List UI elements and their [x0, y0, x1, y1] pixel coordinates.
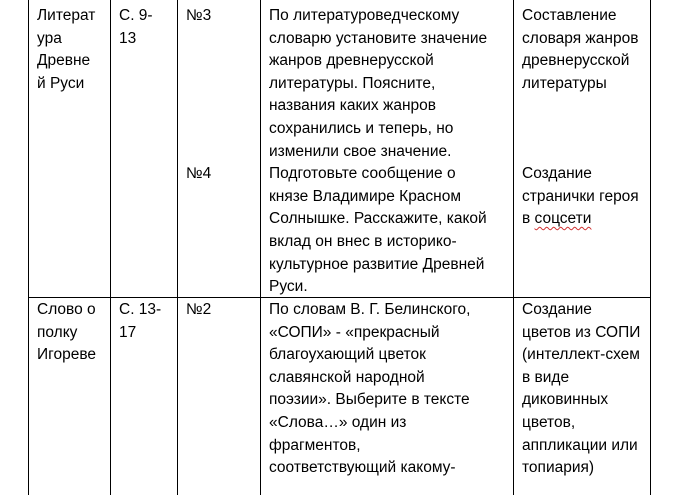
table-border-col-topic	[110, 0, 111, 495]
row1-pages-cell	[119, 5, 153, 50]
task-text-line: По словам В. Г. Белинского,	[269, 301, 471, 318]
row1-task2-number	[186, 163, 211, 186]
task-text-line: «Слова…» один из	[269, 413, 407, 431]
project-line: древнерусской	[522, 52, 630, 70]
table-border-col-text	[513, 0, 514, 495]
table-border-left	[28, 0, 29, 495]
topic-line: Литерат	[37, 7, 96, 24]
task-text-line: славянской народной	[269, 368, 425, 386]
table-border-right	[650, 0, 651, 495]
project-line: диковинных	[522, 391, 609, 409]
topic-line: Игореве	[37, 346, 96, 364]
topic-line: Слово о	[37, 301, 96, 318]
task-text-line: жанров древнерусской	[269, 52, 434, 70]
row2-project-cell	[522, 299, 640, 480]
task-text-line: Солнышке. Расскажите, какой	[269, 210, 487, 228]
project-line: Создание	[522, 165, 592, 182]
project-line: топиария)	[522, 459, 595, 477]
row1-task-text-cell	[269, 5, 487, 299]
task-text-line: культурное развитие Древней	[269, 255, 485, 273]
project-line: в виде	[522, 368, 570, 386]
task-number: №2	[186, 301, 212, 318]
row2-topic-cell	[37, 299, 96, 367]
task-text-line: «СОПИ» - «прекрасный	[269, 323, 440, 341]
task-text-line: сохранились и теперь, но	[269, 119, 454, 137]
project-line: литературы	[522, 74, 607, 92]
task-text-line: князе Владимире Красном	[269, 187, 462, 205]
topic-line: Древне	[37, 52, 91, 70]
pages-line: С. 9-	[119, 7, 153, 24]
topic-line: полку	[37, 323, 78, 341]
task-number: №4	[186, 165, 212, 182]
project-line: Создание	[522, 301, 592, 318]
pages-line: 17	[119, 323, 137, 341]
row2-task1-number	[186, 299, 211, 322]
task-text-line: вклад он внес в историко-	[269, 232, 457, 250]
spellcheck-marked-word: соцсети	[534, 210, 592, 228]
row2-task-text-cell	[269, 299, 470, 480]
project-line: (интеллект-схем	[522, 346, 640, 364]
task-text-line: поэзии». Выберите в тексте	[269, 391, 470, 409]
pages-line: 13	[119, 29, 137, 47]
row1-topic-cell	[37, 5, 95, 95]
row1-project1-cell	[522, 5, 638, 95]
task-text-line: изменили свое значение.	[269, 142, 452, 160]
task-text-line: Руси.	[269, 278, 308, 296]
table-border-col-pages	[177, 0, 178, 495]
topic-line: й Руси	[37, 74, 85, 92]
topic-line: ура	[37, 29, 62, 47]
task-text-line: фрагментов,	[269, 436, 361, 454]
task-text-line: По литературоведческому	[269, 7, 460, 24]
task-text-line: литературы. Поясните,	[269, 74, 436, 92]
project-line: цветов из СОПИ	[522, 323, 641, 341]
task-text-line: благоухающий цветок	[269, 346, 426, 364]
project-line: Составление	[522, 7, 617, 24]
task-number: №3	[186, 7, 212, 24]
row2-pages-cell	[119, 299, 161, 344]
project-line-prefix: в	[522, 210, 535, 228]
pages-line: С. 13-	[119, 301, 162, 318]
project-line: странички героя	[522, 187, 639, 205]
project-line	[522, 208, 639, 231]
project-line: цветов,	[522, 413, 576, 431]
task-text-line: названия каких жанров	[269, 97, 436, 115]
task-text-line: соответствующий какому-	[269, 459, 456, 477]
project-line: аппликации или	[522, 436, 638, 454]
row1-task1-number	[186, 5, 211, 28]
task-text-line: Подготовьте сообщение о	[269, 165, 456, 183]
project-line: словаря жанров	[522, 29, 639, 47]
task-text-line: словарю установите значение	[269, 29, 488, 47]
table-border-col-number	[260, 0, 261, 495]
row1-project2-cell	[522, 163, 639, 231]
